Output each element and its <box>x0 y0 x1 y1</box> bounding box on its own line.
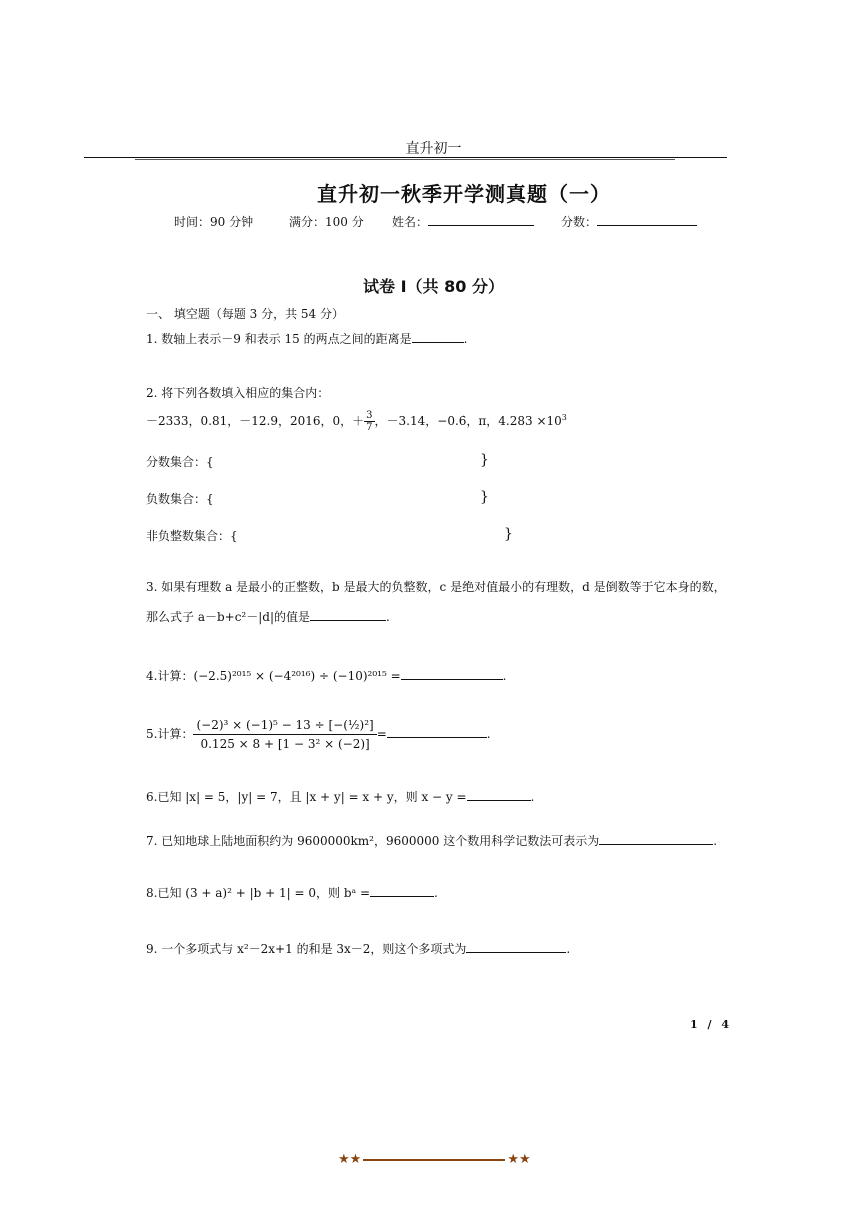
question-2-numbers <box>146 410 567 433</box>
fraction-three-sevenths <box>364 410 374 433</box>
exam-time: 时间：90 分钟 <box>174 215 254 229</box>
exponent: 3 <box>561 413 567 422</box>
set-nonneg-int-label: 非负整数集合：{ <box>146 529 238 543</box>
part-heading: 一、 填空题（每题 3 分，共 54 分） <box>146 307 344 321</box>
header-rule <box>84 157 727 158</box>
period: . <box>434 886 438 900</box>
period: . <box>502 669 507 683</box>
question-6-text: 6.已知 |x| = 5，|y| = 7，且 |x + y| = x + y，则 x − y = <box>146 790 467 804</box>
footer-line <box>363 1159 505 1161</box>
equals-sign: = <box>376 727 387 741</box>
question-1 <box>146 330 467 347</box>
set-negative <box>146 490 214 507</box>
set-fraction-label: 分数集合：{ <box>146 455 214 469</box>
question-5-blank[interactable] <box>387 725 487 738</box>
question-3-blank[interactable] <box>310 608 386 621</box>
score-label: 分数： <box>561 215 598 229</box>
footer-stars-left: ★★ <box>338 1152 362 1167</box>
repeating-decimal: −0.6̇ <box>437 414 467 428</box>
set-nonneg-int <box>146 527 238 544</box>
fraction-numerator: 3 <box>366 410 373 421</box>
question-8 <box>146 884 438 901</box>
numbers-part-a: －2333，0.81，－12.9，2016，0，＋ <box>146 414 365 428</box>
question-6 <box>146 788 534 805</box>
numbers-part-b: ，－3.14， <box>374 414 438 428</box>
question-4-blank[interactable] <box>401 667 503 680</box>
question-1-text: 1. 数轴上表示－9 和表示 15 的两点之间的距离是 <box>146 332 412 346</box>
exam-title: 直升初一秋季开学测真题（一） <box>317 182 611 206</box>
question-5-numerator: (−2)³ × (−1)⁵ − 13 ÷ [−(½)²] <box>193 718 376 735</box>
footer-stars-right: ★★ <box>507 1152 531 1167</box>
period: . <box>530 790 535 804</box>
running-header: 直升初一 <box>405 141 462 157</box>
score-field[interactable] <box>561 213 697 230</box>
period: . <box>713 834 718 848</box>
question-7 <box>146 832 717 849</box>
period: . <box>386 610 390 624</box>
question-8-text: 8.已知 (3 + a)² + |b + 1| = 0，则 bᵃ = <box>146 886 370 900</box>
section-title: 试卷 I（共 80 分） <box>363 277 504 296</box>
period: . <box>486 727 491 741</box>
score-blank[interactable] <box>597 213 697 226</box>
set-nonneg-int-close: } <box>504 526 513 542</box>
question-8-blank[interactable] <box>370 884 434 897</box>
question-3-line-1: 3. 如果有理数 a 是最小的正整数，b 是最大的负整数，c 是绝对值最小的有理数，d 是倒数等于它本身的数， <box>146 580 726 594</box>
page-number: 1 / 4 <box>690 1018 732 1031</box>
question-1-blank[interactable] <box>412 330 464 343</box>
period: . <box>463 332 468 346</box>
question-9-text: 9. 一个多项式与 x²－2x+1 的和是 3x－2，则这个多项式为 <box>146 942 467 956</box>
question-5-denominator: 0.125 × 8 + [1 − 3² × (−2)] <box>200 737 370 751</box>
question-5-label: 5.计算： <box>146 727 194 741</box>
question-5-fraction <box>193 718 376 751</box>
fraction-denominator: 7 <box>366 422 373 433</box>
name-blank[interactable] <box>428 213 534 226</box>
set-negative-label: 负数集合：{ <box>146 492 214 506</box>
exam-full-score: 满分：100 分 <box>289 215 364 229</box>
question-5 <box>146 718 491 751</box>
set-negative-close: } <box>480 489 489 505</box>
numbers-part-c: ，π，4.283 ×10 <box>466 414 562 428</box>
set-fraction-close: } <box>480 452 489 468</box>
question-3-line-2 <box>146 608 390 625</box>
footer-ornament <box>338 1152 531 1167</box>
question-9 <box>146 940 570 957</box>
question-6-blank[interactable] <box>467 788 531 801</box>
question-4 <box>146 667 506 684</box>
question-2-intro: 2. 将下列各数填入相应的集合内： <box>146 386 330 400</box>
name-label: 姓名： <box>392 215 429 229</box>
period: . <box>566 942 571 956</box>
name-field[interactable] <box>392 213 534 230</box>
set-fraction <box>146 453 214 470</box>
header-rule-shadow <box>135 159 675 160</box>
question-9-blank[interactable] <box>466 940 566 953</box>
question-4-text: 4.计算：(−2.5)²⁰¹⁵ × (−4²⁰¹⁶) ÷ (−10)²⁰¹⁵ = <box>146 669 401 683</box>
question-7-blank[interactable] <box>599 832 713 845</box>
question-7-text: 7. 已知地球上陆地面积约为 9600000km²，9600000 这个数用科学记数法可表示为 <box>146 834 600 848</box>
question-3-text: 那么式子 a－b+c²－|d|的值是 <box>146 610 311 624</box>
